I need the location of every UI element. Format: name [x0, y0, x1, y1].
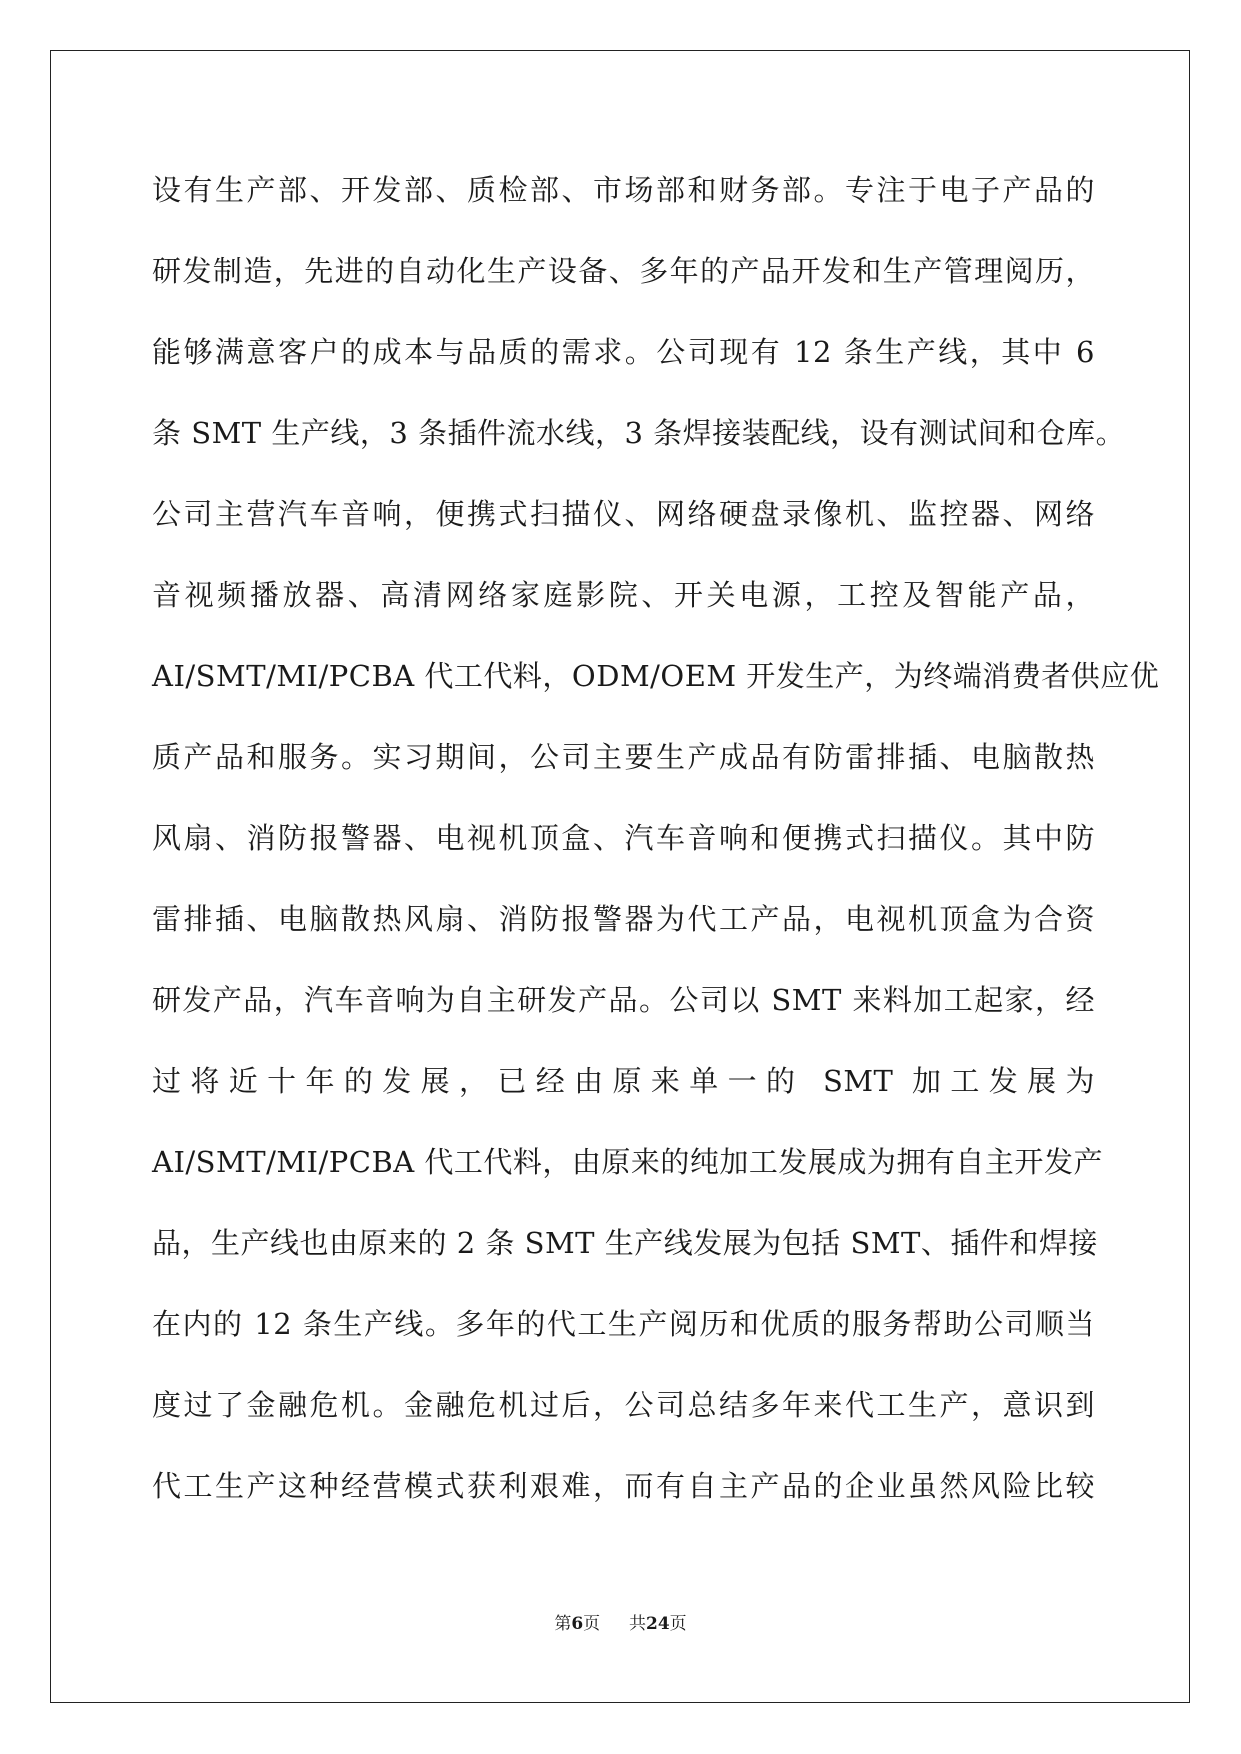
text-line: 研发产品，汽车音响为自主研发产品。公司以 SMT 来料加工起家，经: [152, 983, 1095, 1017]
total-prefix: 共: [628, 1614, 646, 1634]
current-page-number: 6: [571, 1614, 584, 1634]
text-line: AI/SMT/MI/PCBA 代工代料，由原来的纯加工发展成为拥有自主开发产: [152, 1145, 1103, 1179]
page-suffix: 页: [583, 1614, 601, 1634]
page-prefix: 第: [554, 1614, 572, 1634]
page-number-indicator: [554, 1614, 605, 1634]
text-line: 音视频播放器、高清网络家庭影院、开关电源，工控及智能产品，: [152, 578, 1095, 612]
text-line: 风扇、消防报警器、电视机顶盒、汽车音响和便携式扫描仪。其中防: [152, 821, 1095, 855]
text-line: 设有生产部、开发部、质检部、市场部和财务部。专注于电子产品的: [152, 173, 1095, 207]
text-line: 研发制造，先进的自动化生产设备、多年的产品开发和生产管理阅历，: [152, 254, 1095, 288]
body-text: [152, 150, 1160, 1527]
text-line: 公司主营汽车音响，便携式扫描仪、网络硬盘录像机、监控器、网络: [152, 497, 1095, 531]
text-line: 在内的 12 条生产线。多年的代工生产阅历和优质的服务帮助公司顺当: [152, 1307, 1095, 1341]
text-line: AI/SMT/MI/PCBA 代工代料，ODM/OEM 开发生产，为终端消费者供应优: [152, 659, 1160, 693]
text-line: 过将近十年的发展，已经由原来单一的 SMT 加工发展为: [152, 1064, 1095, 1098]
total-pages-indicator: [629, 1614, 687, 1634]
page-footer: [0, 1610, 1241, 1638]
text-line: 质产品和服务。实习期间，公司主要生产成品有防雷排插、电脑散热: [152, 740, 1095, 774]
text-line: 度过了金融危机。金融危机过后，公司总结多年来代工生产，意识到: [152, 1388, 1095, 1422]
total-page-count: 24: [645, 1614, 670, 1634]
total-suffix: 页: [669, 1614, 687, 1634]
text-line: 能够满意客户的成本与品质的需求。公司现有 12 条生产线，其中 6: [152, 335, 1095, 369]
text-line: 雷排插、电脑散热风扇、消防报警器为代工产品，电视机顶盒为合资: [152, 902, 1095, 936]
text-line: 代工生产这种经营模式获利艰难，而有自主产品的企业虽然风险比较: [152, 1469, 1095, 1503]
text-line: 条 SMT 生产线，3 条插件流水线，3 条焊接装配线，设有测试间和仓库。: [152, 416, 1126, 450]
text-line: 品，生产线也由原来的 2 条 SMT 生产线发展为包括 SMT、插件和焊接: [152, 1226, 1098, 1260]
